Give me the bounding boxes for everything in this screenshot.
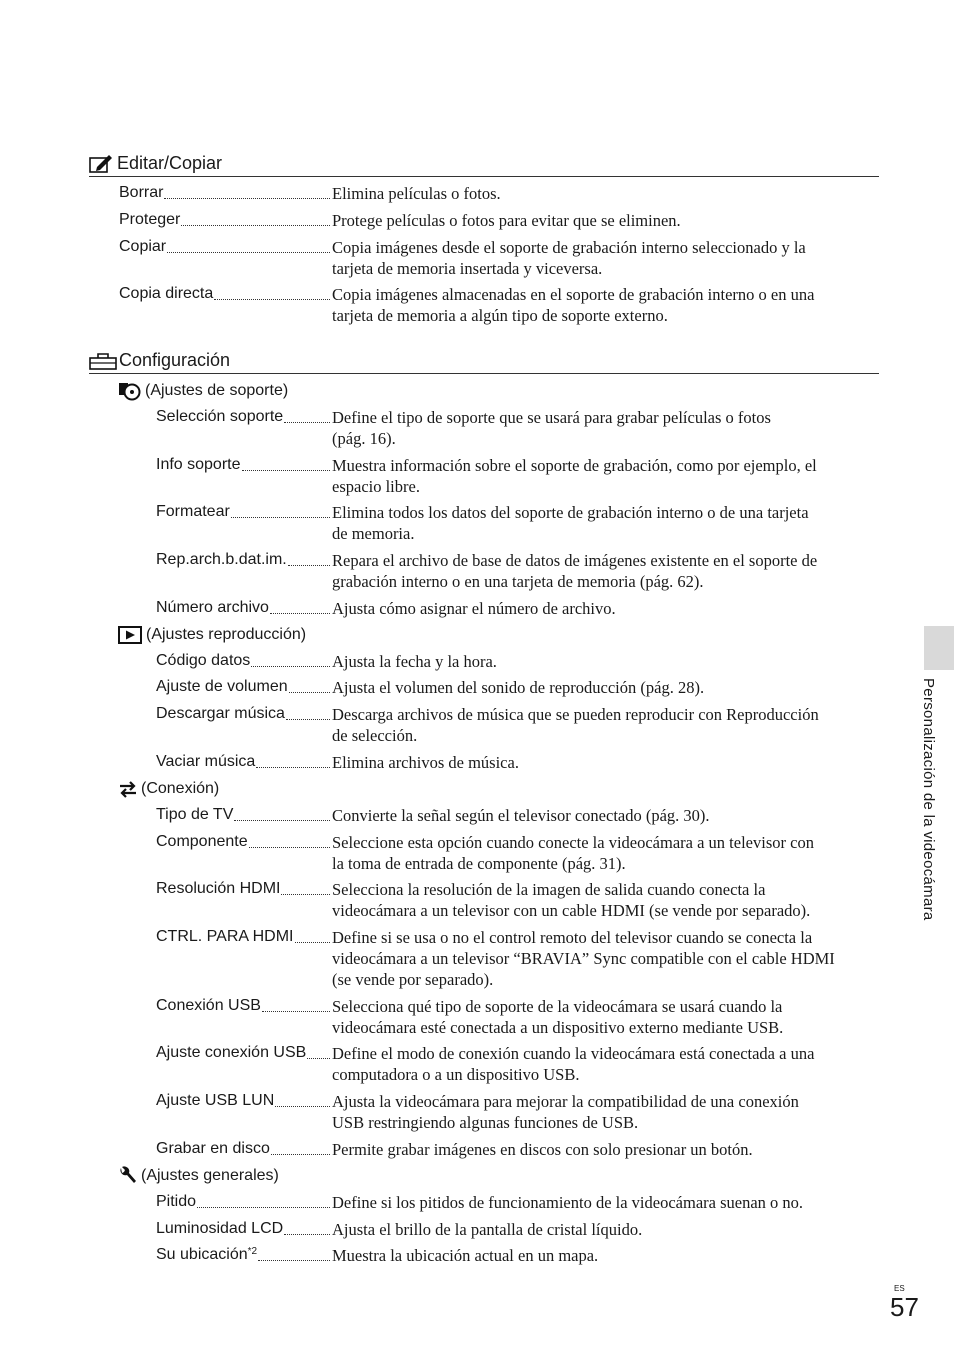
dot-leader: [262, 997, 330, 1012]
item-term: [156, 753, 330, 771]
item-term: [156, 503, 330, 521]
section-heading: [89, 150, 879, 177]
item-description: [332, 752, 882, 773]
dot-leader: [242, 456, 331, 471]
item-term-label: Su ubicación: [156, 1246, 248, 1263]
item-term: [156, 1092, 330, 1110]
dot-leader: [181, 211, 330, 226]
item-description: [332, 455, 882, 497]
description-line: Permite grabar imágenes en discos con solo presionar un botón.: [332, 1140, 753, 1159]
item-description: [332, 183, 882, 204]
description-line: Ajusta la fecha y la hora.: [332, 652, 497, 671]
item-term: [156, 705, 330, 723]
item-term: [119, 238, 330, 256]
item-description: [332, 1091, 882, 1133]
description-line: Copia imágenes almacenadas en el soporte de grabación interno o en una: [332, 285, 815, 304]
description-line: videocámara a un televisor “BRAVIA” Sync compatible con el cable HDMI: [332, 949, 835, 968]
item-description: [332, 704, 882, 746]
chapter-tab-marker: [924, 626, 954, 670]
item-term-label: Grabar en disco: [156, 1140, 270, 1157]
section-heading: [89, 347, 879, 374]
description-line: Define el tipo de soporte que se usará para grabar películas o fotos: [332, 408, 771, 427]
item-term-label: Conexión USB: [156, 997, 261, 1014]
description-line: grabación interno o en una tarjeta de memoria (pág. 62).: [332, 572, 704, 591]
item-term-label: Rep.arch.b.dat.im.: [156, 551, 287, 568]
item-description: [332, 407, 882, 449]
item-term-label: Copiar: [119, 238, 167, 255]
item-term: [156, 880, 330, 898]
description-line: Seleccione esta opción cuando conecte la videocámara a un televisor con: [332, 833, 814, 852]
description-line: Protege películas o fotos para evitar que se eliminen.: [332, 211, 681, 230]
dot-leader: [167, 238, 330, 253]
item-term: [156, 997, 330, 1015]
item-term: [119, 211, 330, 229]
item-description: [332, 651, 882, 672]
item-term-label: Descargar música: [156, 705, 285, 722]
item-description: [332, 1245, 882, 1266]
language-code: ES: [894, 1284, 905, 1293]
item-term-label: Resolución HDMI: [156, 880, 281, 897]
item-description: [332, 832, 882, 874]
item-term-label: CTRL. PARA HDMI: [156, 928, 294, 945]
description-line: computadora o a un dispositivo USB.: [332, 1065, 580, 1084]
dot-leader: [164, 184, 330, 199]
description-line: Elimina películas o fotos.: [332, 184, 501, 203]
item-term-label: Vaciar música: [156, 753, 256, 770]
section-title: Configuración: [119, 350, 231, 370]
description-line: espacio libre.: [332, 477, 420, 496]
description-line: Elimina archivos de música.: [332, 753, 519, 772]
description-line: de memoria.: [332, 524, 415, 543]
item-description: [332, 879, 882, 921]
media-settings-icon: [118, 381, 142, 401]
item-description: [332, 927, 882, 990]
connection-arrows-icon: [118, 780, 138, 798]
description-line: USB restringiendo algunas funciones de USB.: [332, 1113, 639, 1132]
page-number: 57: [890, 1292, 919, 1322]
item-term-label: Selección soporte: [156, 408, 284, 425]
item-term: [156, 833, 330, 851]
item-term-label: Tipo de TV: [156, 806, 234, 823]
section-title: Editar/Copiar: [117, 153, 223, 173]
description-line: Descarga archivos de música que se pueden reproducir con Reproducción: [332, 705, 819, 724]
toolbox-icon: [89, 351, 117, 371]
subsection-playback-settings: (Ajustes reproducción): [118, 624, 306, 646]
subsection-media-settings: (Ajustes de soporte): [118, 380, 288, 402]
description-line: Selecciona la resolución de la imagen de salida cuando conecta la: [332, 880, 766, 899]
item-description: [332, 1139, 882, 1160]
description-line: Define el modo de conexión cuando la videocámara está conectada a una: [332, 1044, 815, 1063]
item-description: [332, 550, 882, 592]
item-description: [332, 210, 882, 231]
description-line: Muestra la ubicación actual en un mapa.: [332, 1246, 599, 1265]
item-term: [156, 1220, 330, 1238]
item-term-label: Proteger: [119, 211, 181, 228]
item-term-label: Copia directa: [119, 285, 214, 302]
item-description: [332, 284, 882, 326]
item-term-label: Ajuste USB LUN: [156, 1092, 275, 1109]
dot-leader: [284, 1220, 330, 1235]
item-description: [332, 805, 882, 826]
description-line: (pág. 16).: [332, 429, 396, 448]
dot-leader: [307, 1044, 330, 1059]
description-line: Ajusta cómo asignar el número de archivo.: [332, 599, 616, 618]
item-term: [156, 1246, 330, 1264]
dot-leader: [289, 678, 330, 693]
chapter-side-label: Personalización de la videocámara: [920, 678, 937, 921]
item-term-label: Pitido: [156, 1193, 197, 1210]
dot-leader: [281, 880, 330, 895]
item-description: [332, 677, 882, 698]
item-term: [119, 184, 330, 202]
item-description: [332, 1219, 882, 1240]
wrench-icon: [118, 1166, 138, 1186]
item-term-label: Luminosidad LCD: [156, 1220, 284, 1237]
item-term: [119, 285, 330, 303]
item-term: [156, 408, 330, 426]
dot-leader: [286, 705, 330, 720]
description-line: Muestra información sobre el soporte de grabación, como por ejemplo, el: [332, 456, 817, 475]
item-term-label: Ajuste conexión USB: [156, 1044, 307, 1061]
dot-leader: [275, 1092, 330, 1107]
dot-leader: [258, 1246, 330, 1261]
playback-icon: [118, 625, 143, 645]
dot-leader: [249, 833, 330, 848]
item-description: [332, 502, 882, 544]
description-line: videocámara esté conectada a un dispositivo externo mediante USB.: [332, 1018, 784, 1037]
item-description: [332, 1192, 882, 1213]
description-line: (se vende por separado).: [332, 970, 494, 989]
item-description: [332, 237, 882, 279]
subsection-general-settings: (Ajustes generales): [118, 1165, 279, 1187]
item-term: [156, 1193, 330, 1211]
description-line: Ajusta el brillo de la pantalla de cristal líquido.: [332, 1220, 643, 1239]
description-line: la toma de entrada de componente (pág. 31).: [332, 854, 626, 873]
description-line: Define si los pitidos de funcionamiento de la videocámara suenan o no.: [332, 1193, 804, 1212]
dot-leader: [251, 652, 330, 667]
item-term: [156, 1140, 330, 1158]
description-line: tarjeta de memoria insertada y viceversa.: [332, 259, 603, 278]
dot-leader: [288, 551, 330, 566]
dot-leader: [270, 599, 330, 614]
dot-leader: [234, 806, 330, 821]
item-term: [156, 551, 330, 569]
description-line: Copia imágenes desde el soporte de grabación interno seleccionado y la: [332, 238, 806, 257]
item-term: [156, 928, 330, 946]
description-line: Convierte la señal según el televisor conectado (pág. 30).: [332, 806, 710, 825]
item-term: [156, 806, 330, 824]
description-line: Selecciona qué tipo de soporte de la videocámara se usará cuando la: [332, 997, 783, 1016]
description-line: tarjeta de memoria a algún tipo de soporte externo.: [332, 306, 668, 325]
item-term-label: Info soporte: [156, 456, 241, 473]
item-term: [156, 1044, 330, 1062]
description-line: de selección.: [332, 726, 418, 745]
item-term-label: Borrar: [119, 184, 164, 201]
footnote-marker: *2: [247, 1246, 258, 1257]
description-line: Ajusta la videocámara para mejorar la compatibilidad de una conexión: [332, 1092, 799, 1111]
description-line: videocámara a un televisor con un cable HDMI (se vende por separado).: [332, 901, 811, 920]
dot-leader: [284, 408, 330, 423]
section-edit-copy: [89, 150, 879, 177]
item-term: [156, 652, 330, 670]
item-description: [332, 996, 882, 1038]
description-line: Ajusta el volumen del sonido de reproducción (pág. 28).: [332, 678, 705, 697]
item-description: [332, 1043, 882, 1085]
dot-leader: [231, 503, 330, 518]
item-term: [156, 456, 330, 474]
edit-copy-icon: [89, 154, 115, 174]
item-term-label: Componente: [156, 833, 248, 850]
dot-leader: [197, 1193, 330, 1208]
subsection-connection: (Conexión): [118, 778, 219, 800]
description-line: Define si se usa o no el control remoto del televisor cuando se conecta la: [332, 928, 813, 947]
section-configuration: [89, 347, 879, 374]
dot-leader: [256, 753, 330, 768]
item-term-label: Formatear: [156, 503, 230, 520]
item-description: [332, 598, 882, 619]
description-line: Elimina todos los datos del soporte de grabación interno o de una tarjeta: [332, 503, 809, 522]
dot-leader: [271, 1140, 330, 1155]
item-term: [156, 678, 330, 696]
dot-leader: [295, 928, 331, 943]
item-term-label: Número archivo: [156, 599, 269, 616]
item-term-label: Código datos: [156, 652, 251, 669]
item-term-label: Ajuste de volumen: [156, 678, 288, 695]
item-term: [156, 599, 330, 617]
dot-leader: [214, 285, 330, 300]
description-line: Repara el archivo de base de datos de imágenes existente en el soporte de: [332, 551, 818, 570]
